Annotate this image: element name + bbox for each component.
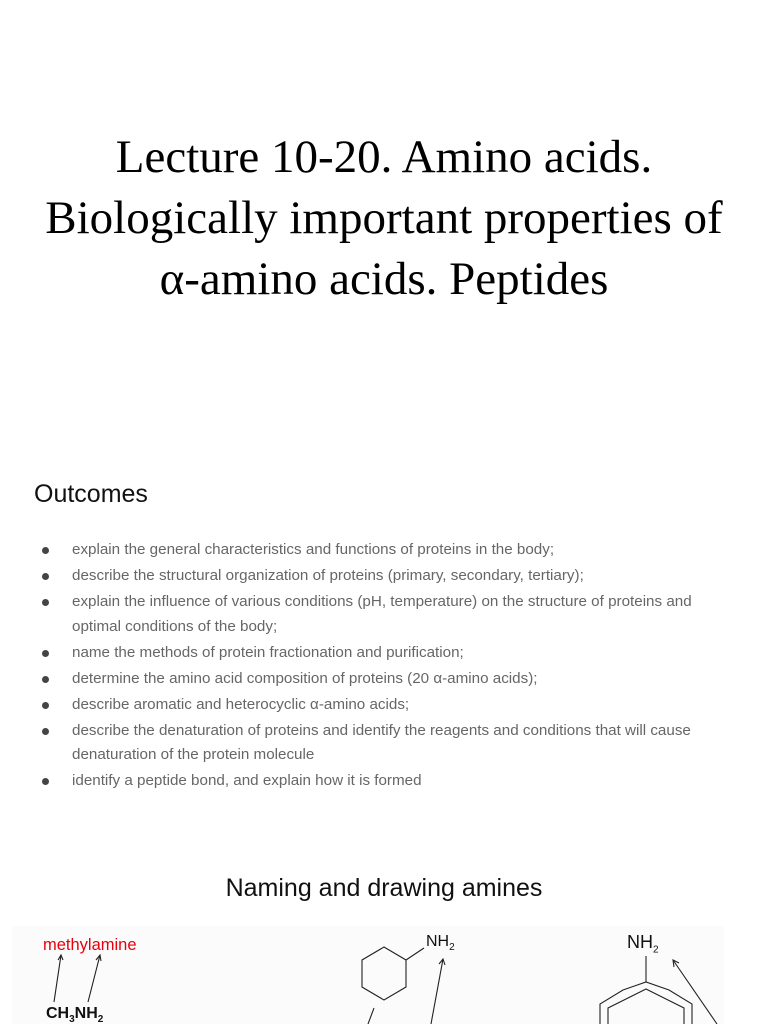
bullet-icon — [42, 573, 49, 580]
formula-carbon-subscript: 3 — [69, 1014, 75, 1025]
list-item — [42, 719, 732, 768]
amines-figure — [12, 926, 724, 1024]
list-item — [42, 641, 732, 666]
aniline-nh2-label — [627, 932, 659, 956]
list-item — [42, 693, 732, 718]
outcome-text: describe aromatic and heterocyclic α-amino acids; — [72, 695, 410, 713]
outcome-text: describe the denaturation of proteins and identify the reagents and conditions that will cause denaturation of the protein molecule — [72, 721, 691, 763]
list-item — [42, 564, 732, 589]
bullet-icon — [42, 599, 49, 606]
pointer-arrow — [368, 1008, 374, 1024]
nh2-subscript: 2 — [653, 944, 659, 956]
formula-nitrogen: NH — [74, 1005, 98, 1022]
outcomes-slide — [0, 460, 768, 850]
formula-nitrogen-subscript: 2 — [97, 1014, 104, 1025]
bullet-icon — [42, 702, 49, 709]
bullet-icon — [42, 728, 49, 735]
amines-heading: Naming and drawing amines — [225, 874, 543, 902]
list-item — [42, 538, 732, 563]
label-arrow — [54, 955, 61, 1002]
methylamine-formula — [46, 1005, 103, 1025]
outcome-text: describe the structural organization of proteins (primary, secondary, tertiary); — [72, 567, 584, 584]
pointer-arrow — [431, 959, 443, 1024]
nh2-text: NH — [426, 933, 450, 950]
benzene-inner-ring — [608, 989, 684, 1024]
lecture-title: Lecture 10-20. Amino acids. Biologically important properties of α-amino acids. Peptides — [45, 131, 723, 305]
cyclohexane-ring — [362, 947, 406, 1000]
list-item — [42, 590, 732, 639]
title-slide — [0, 0, 768, 460]
outcomes-heading: Outcomes — [34, 480, 148, 508]
bullet-icon — [42, 778, 49, 785]
amine-bond — [406, 948, 424, 960]
outcome-text: explain the general characteristics and functions of proteins in the body; — [72, 541, 555, 558]
outcome-text: identify a peptide bond, and explain how it is formed — [72, 772, 422, 789]
label-arrow — [88, 955, 100, 1002]
nh2-text: NH — [627, 932, 653, 952]
pointer-arrow — [673, 960, 717, 1024]
bullet-icon — [42, 650, 49, 657]
outcome-text: determine the amino acid composition of proteins (20 α-amino acids); — [72, 669, 538, 687]
list-item — [42, 667, 732, 692]
benzene-ring — [600, 982, 692, 1024]
methylamine-label: methylamine — [43, 936, 137, 954]
cyclohexylamine-nh2-label — [426, 933, 455, 953]
list-item — [42, 769, 732, 794]
outcome-text: explain the influence of various conditions (pH, temperature) on the structure of proteins and optimal conditions of the body; — [72, 593, 692, 635]
bullet-icon — [42, 547, 49, 554]
amines-slide — [0, 850, 768, 1024]
outcomes-list — [42, 538, 732, 795]
bullet-icon — [42, 676, 49, 683]
nh2-subscript: 2 — [449, 942, 455, 954]
formula-carbon: CH — [46, 1005, 70, 1022]
outcome-text: name the methods of protein fractionation and purification; — [72, 643, 464, 661]
